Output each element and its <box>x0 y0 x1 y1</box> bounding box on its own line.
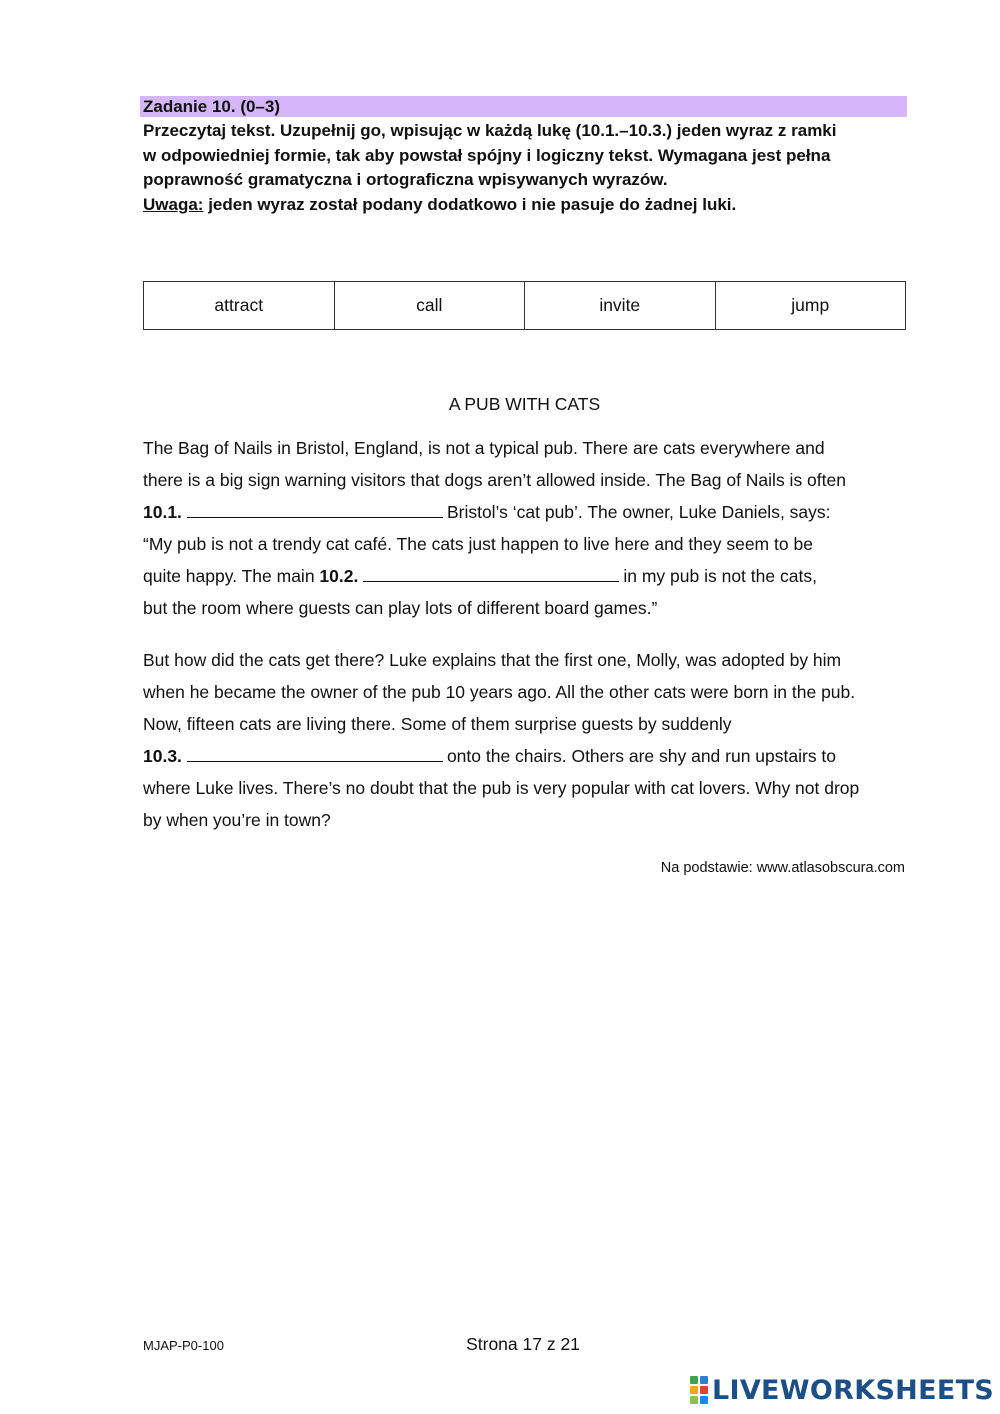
text-line: there is a big sign warning visitors that dogs aren’t allowed inside. The Bag of Nails is often <box>143 470 846 490</box>
text-fragment: in my pub is not the cats, <box>623 566 817 586</box>
instruction-line: w odpowiedniej formie, tak aby powstał spójny i logiczny tekst. Wymagana jest pełna <box>143 145 831 165</box>
logo-square <box>690 1386 698 1394</box>
logo-square <box>700 1386 708 1394</box>
task-instructions <box>143 119 913 217</box>
text-line: when he became the owner of the pub 10 years ago. All the other cats were born in the pub. <box>143 682 856 702</box>
word-box-item: jump <box>715 282 906 330</box>
page-number: Strona 17 z 21 <box>466 1334 580 1354</box>
text-line: but the room where guests can play lots of different board games.” <box>143 598 658 618</box>
word-box <box>143 281 906 330</box>
paragraph-2 <box>143 644 913 836</box>
word-box-item: attract <box>144 282 335 330</box>
text-line: where Luke lives. There’s no doubt that the pub is very popular with cat lovers. Why not drop <box>143 778 860 798</box>
brand-name: LIVEWORKSHEETS <box>712 1374 995 1406</box>
exam-code: MJAP-P0-100 <box>143 1338 224 1353</box>
word-box-item: invite <box>525 282 716 330</box>
gap-10-2-input[interactable] <box>363 563 619 582</box>
text-line-gap-10-3 <box>143 740 913 772</box>
liveworksheets-icon <box>690 1376 708 1404</box>
gap-10-3-input[interactable] <box>187 743 443 762</box>
gap-number: 10.1. <box>143 502 182 522</box>
logo-square <box>690 1396 698 1404</box>
liveworksheets-logo <box>690 1373 994 1407</box>
text-line: The Bag of Nails in Bristol, England, is not a typical pub. There are cats everywhere and <box>143 438 825 458</box>
text-line: But how did the cats get there? Luke explains that the first one, Molly, was adopted by him <box>143 650 842 670</box>
text-fragment: onto the chairs. Others are shy and run upstairs to <box>446 746 837 766</box>
logo-square <box>700 1376 708 1384</box>
text-fragment: quite happy. The main <box>143 566 320 586</box>
logo-square <box>700 1396 708 1404</box>
task-title: Zadanie 10. (0–3) <box>140 96 907 117</box>
text-title: A PUB WITH CATS <box>448 394 601 414</box>
text-fragment: Bristol’s ‘cat pub’. The owner, Luke Daniels, says: <box>446 502 831 522</box>
logo-square <box>690 1376 698 1384</box>
instruction-line: Przeczytaj tekst. Uzupełnij go, wpisując w każdą lukę (10.1.–10.3.) jeden wyraz z ramki <box>143 121 837 140</box>
note-text: jeden wyraz został podany dodatkowo i nie pasuje do żadnej luki. <box>203 194 737 214</box>
source-citation: Na podstawie: www.atlasobscura.com <box>660 860 905 876</box>
gap-number: 10.2. <box>319 566 359 586</box>
instruction-line: poprawność gramatyczna i ortograficzna wpisywanych wyrazów. <box>143 170 668 189</box>
note-label: Uwaga: <box>143 194 204 214</box>
gap-number: 10.3. <box>143 746 182 766</box>
text-line: by when you’re in town? <box>143 810 331 830</box>
text-line: Now, fifteen cats are living there. Some of them surprise guests by suddenly <box>143 714 732 734</box>
text-line: “My pub is not a trendy cat café. The cats just happen to live here and they seem to be <box>143 534 813 554</box>
text-line-gap-10-1 <box>143 496 913 528</box>
instruction-note <box>143 193 913 218</box>
word-box-item: call <box>334 282 525 330</box>
gap-10-1-input[interactable] <box>187 499 443 518</box>
paragraph-1 <box>143 432 913 624</box>
text-line-gap-10-2 <box>143 560 913 592</box>
